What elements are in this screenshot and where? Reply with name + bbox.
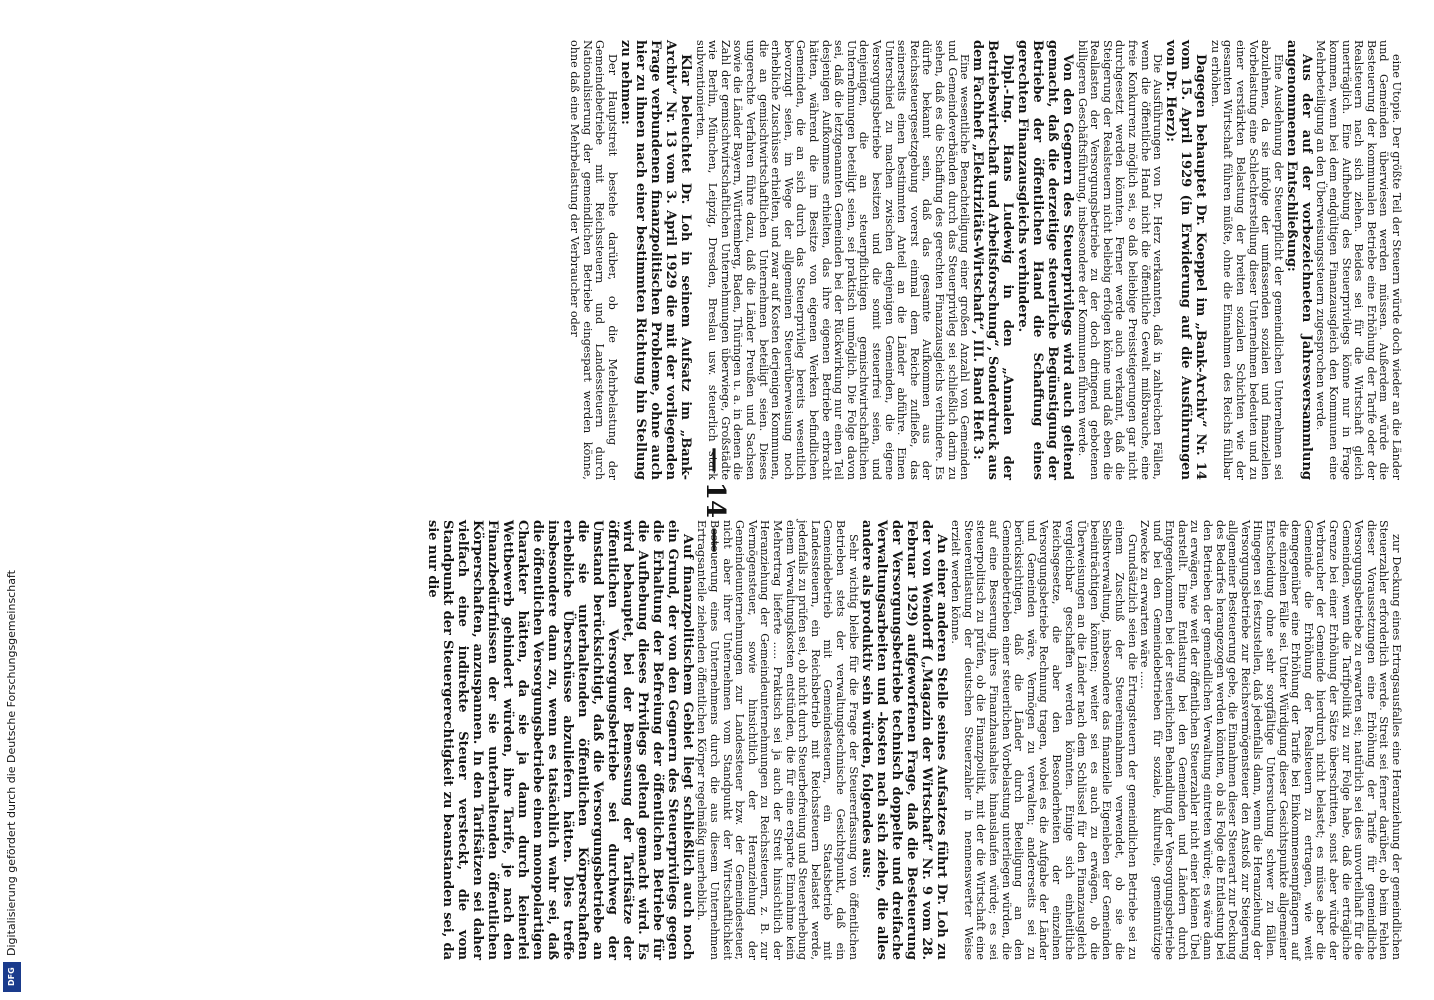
dfg-logo: DFG (3, 962, 21, 992)
section-heading: Klar beleuchtet Dr. Loh in seinem Aufsatz im „Bank-Archiv“ Nr. 13 vom 3. April 1929 die mit der vorliegenden Frage verbundenen finanzpolitischen Probleme, ohne auch hier zu ihnen nach einer bestimmten Richtung hin Stellung zu nehmen: (618, 40, 694, 480)
section-heading: Dipl.-Ing. Hans Ludewig in den „Annalen der Betriebswirtschaft und Arbeitsforschung“, Sonderdruck aus dem Fachheft „Elektrizitäts-Wirtschaft“, III. Band Heft 3: (970, 40, 1016, 480)
text-column-left (112, 40, 1402, 480)
section-heading: Auf finanzpolitischem Gebiet liegt schließlich auch noch ein Grund, der von den Gegnern des Steuerprivilegs gegen die Erhaltung der Befreiung der öffentlichen Betriebe für die Aufhebung dieses Privilegs geltend gemacht wird. Es wird behauptet, bei der Bemessung der Tarifsätze der öffentlichen Versorgungsbetriebe sei durchweg der Umstand berücksichtigt, daß die Versorgungsbetriebe an die sie unterhaltenden öffentlichen Körperschaften erhebliche Überschüsse abzuliefern hätten. Dies treffe insbesondere dann zu, wenn es tatsächlich wahr sei, daß die öffentlichen Versorgungsbetriebe einen monopolartigen Charakter hätten, da sie ja dann durch keinerlei Wettbewerb gehindert würden, ihre Tarife, je nach den Finanzbedürfnissen der sie unterhaltenden öffentlichen Körperschaften, anzuspannen. In den Tarifsätzen sei daher vielfach eine indirekte Steuer versteckt, die vom Standpunkt der Steuergerechtigkeit zu beanstanden sei, da sie nur die (424, 520, 695, 960)
page-number: — 14 — (700, 446, 730, 554)
text-column-right (424, 520, 1403, 960)
footer-credit-bar (0, 0, 26, 1000)
body-paragraph: Der Hauptstreit bestehe darüber, ob die Mehrbelastung der Gemeindebetriebe mit Reichssteuern und Landessteuern durch Nationalisierung der gemeindlichen Betriebe eingespart werden könne, ohne daß eine Mehrbelastung der Verbraucher oder (568, 40, 620, 480)
body-paragraph: Die Ausführungen von Dr. Herz verkannten, daß in zahlreichen Fällen, wenn die öffentliche Hand nicht die öffentliche Gewalt mißbrauche, eine freie Konkurrenz möglich sei, so daß beliebige Preissteigerungen gar nicht durchgesetzt werden könnten. Ferner werde auch verkannt, daß die Steigerung der Realsteuern nicht beliebig erfolgen könne und daß eben die Reallasten der Versorgungsbetriebe zu der doch dringend gebotenen billigeren Geschäftsführung, insbesondere der Kommunen führen werde. (1075, 40, 1165, 480)
section-heading: An einer anderen Stelle seines Aufsatzes führt Dr. Loh zu der von Wendorff („Magazin der Wirtschaft“ Nr. 9 vom 28. Februar 1929) aufgeworfenen Frage, daß die Besteuerung der Versorgungsbetriebe technisch doppelte und dreifache Verwaltungsarbeiten und -kosten nach sich ziehe, die alles andere als produktiv sein würden, folgendes aus: (858, 520, 949, 960)
body-paragraph: Eine Ausdehnung der Steuerpflicht der gemeindlichen Unternehmen sei abzulehnen, da sie infolge der umfassenden sozialen und finanziellen Vorbelastung eine Schlechterstellung dieser Unternehmen bedeuten und zu einer verstärkten Belastung der breiten sozialen Schichten wie der gesamten Wirtschaft führen müßte, ohne die Einnahmen des Reichs fühlbar zu erhöhen. (1208, 40, 1285, 480)
body-paragraph: Grundsätzlich seien die Ertragsteuern der gemeindlichen Betriebe sei zu einem Zuschuß der Steuereinnahmen verwendet, ob sie die Selbstverwaltung, insbesondere das finanzielle Eigenleben der Gemeinden beeinträchtigen könnten; weiter sei es auch zu erwägen, ob die Überweisungen an die Länder nach dem Schlüssel für den Finanzausgleich vergleichbar geschaffen werden könnten. Einige sich einheitliche Reichsgesetze, die aber den Besonderheiten der einzelnen Versorgungsbetriebe Rechnung tragen, wobei es die Aufgabe der Länder und Gemeinden wäre, Vermögen zu verwalten; andererseits sei zu berücksichtigen, daß die Länder durch Beteiligung an den Gemeindebetrieben einer steuerlichen Vorbelastung unterliegen würden, die auf eine Besserung ihres Finanzhaushaltes hinauslaufen würde; es sei steuerpolitisch zu prüfen, ob die Finanzpolitik, mit der die Wirtschaft eine Steuerentlastung der deutschen Steuerzahler in nennenswerter Weise erzielt werden könne. (949, 520, 1139, 960)
section-heading: Aus der auf der vorbezeichneten Jahresversammlung angenommenen Entschließung: (1283, 40, 1314, 480)
body-paragraph: eine Utopie. Der größte Teil der Steuern würde doch wieder an die Länder und Gemeinden überwiesen werden müssen. Außerdem würde die Besteuerung der kommunalen Betriebe eine Erhöhung der Tarife oder der Realsteuern nach sich ziehen. Beides sei für die Wirtschaft gleich unerträglich. Eine Aufhebung des Steuerprivilegs könne nur in Frage kommen, wenn bei dem endgültigen Finanzausgleich den Kommunen eine Mehrbeteiligung an den Überweisungssteuern zugesprochen werde. (1314, 40, 1403, 480)
section-heading: Von den Gegnern des Steuerprivilegs wird auch geltend gemacht, daß die derzeitige steuerliche Begünstigung der Betriebe der öffentlichen Hand die Schaffung eines gerechten Finanzausgleichs verhindere. (1015, 40, 1076, 480)
digitization-credit: Digitalisierung gefördert durch die Deutsche Forschungsgemeinschaft (5, 570, 18, 956)
body-paragraph: Eine wesentliche Benachteiligung einer großen Anzahl von Gemeinden und Gemeindeverbänden durch das Steuerprivileg sei schließlich darin zu sehen, daß es die Schaffung des gerechten Finanzausgleichs verhindere. Es dürfte bekannt sein, daß das gesamte Aufkommen aus der Reichssteuergesetzgebung vorerst einmal dem Reiche zufließe, das seinerseits einen bestimmten Anteil an die Länder abführe. Einen Unterschied zu machen zwischen denjenigen Gemeinden, die eigene Versorgungsbetriebe besitzen und die somit steuerfrei seien, und denjenigen, die an steuerpflichtigen gemischtwirtschaftlichen Unternehmungen beteiligt seien, sei praktisch unmöglich. Die Folge davon sei, daß die letztgenannten Gemeinden bei der Rückwirkung nur einen Teil desjenigen Aufkommens erhielten, das ihre eigenen Betriebe erbracht hätten, während die im Besitze von eigenen Werken befindlichen Gemeinden, die an sich durch das Steuerprivileg bereits wesentlich bevorzugt seien, im Wege der allgemeinen Steuerüberweisung noch erhebliche Zuschüsse erhielten, und zwar auf Kosten derjenigen Kommunen, die an gemischtwirtschaftlichen Unternehmen beteiligt seien. Dieses ungerechte Verfahren führe dazu, daß die Länder Preußen und Sachsen sowie die Länder Bayern, Württemberg, Baden, Thüringen u. a. in denen die Zahl der gemischtwirtschaftlichen Unternehmungen überwiege, Großstädte wie Berlin, München, Leipzig, Dresden, Breslau usw. steuerlich stark subventionierten. (693, 40, 972, 480)
section-heading: Dagegen behauptet Dr. Koeppel im „Bank-Archiv“ Nr. 14 vom 15. April 1929 (in Erwiderung auf die Ausführungen von Dr. Herz): (1163, 40, 1209, 480)
body-paragraph: zur Deckung eines Ertragsausfalles eine Heranziehung der gemeindlichen Steuerzahler erforderlich werde. Streit sei ferner darüber, ob beim Fehlen dieser Voraussetzungen eine Erhöhung der Tarife für gemeindliche Versorgungsbetriebe zu erwarten sei; natürlich sei dies unvorteilhaft für die Gemeinden, wenn die Tarifpolitik zu zur Folge habe, daß die erträgliche Grenze bei einer Erhöhung der Sätze überschritten, sonst aber würde der Verbraucher der Gemeinde hierdurch nicht belastet; es müsse aber die Gemeinde die Erhöhung der Realsteuern zu ertragen, wie weit demgegenüber eine Erhöhung der Tarife bei Einkommensempfängern auf die einzelnen Fälle sei. Unter Würdigung dieser Gesichtspunkte allgemeiner Entscheidung ohne sehr sorgfältige Untersuchung schwer zu fällen. Hingegen sei festzustellen, daß jedenfalls dann, wenn die Heranziehung der Versorgungsbetriebe zur Reichsvermögensteuer den Anstoß zur Steigerung allgemeiner Besteuerung gebe, die Einnahmen dieser Steuerart zur Deckung des Bedarfes herangezogen werden könnten, ob als Folge die Entlastung bei den Betrieben der gemeindlichen Verwaltung eintreten würde; es wäre dann zu erwägen, wie weit der öffentlichen Steuerzahler nicht einer kleinen Übel darstellt. Eine Entlastung bei den Gemeinden und Ländern durch Entgegenkommen bei der steuerlichen Behandlung der Versorgungsbetriebe und bei den Gemeindebetrieben für soziale, kulturelle, gemeinnützige Zwecke zu erwarten wäre ..... (1138, 520, 1403, 960)
body-paragraph: Sehr wichtig bleibe für die Frage der Steuererfassung von öffentlichen Betrieben stets der verwaltungstechnische Gesichtspunkt, daß ein Gemeindebetrieb mit Gemeindesteuern, ein Staatsbetrieb mit Landessteuern, ein Reichsbetrieb mit Reichssteuern belastet werde, jedenfalls zu prüfen sei, ob nicht durch Steuerbefreiung und Steuererhebung einem Verwaltungskosten entstünden, die für eine ersparte Einnahme kein Mehrertrag lieferte ..... Praktisch sei ja auch der Streit hinsichtlich der Heranziehung der Gemeindeunternehmungen zu Reichssteuern, z. B. zur Vermögensteuer, sowie hinsichtlich der Heranziehung der Gemeindeunternehmungen zur Landessteuer bzw. der Gemeindesteuer, nicht aber ihrer Unternehmen vom Standpunkt der Wirtschaftlichkeit Besteuerung eines Unternehmens durch die aus diesem Unternehmen Ertragsanteile ziehenden öffentlichen Körper regelmäßig unerheblich. (695, 520, 860, 960)
